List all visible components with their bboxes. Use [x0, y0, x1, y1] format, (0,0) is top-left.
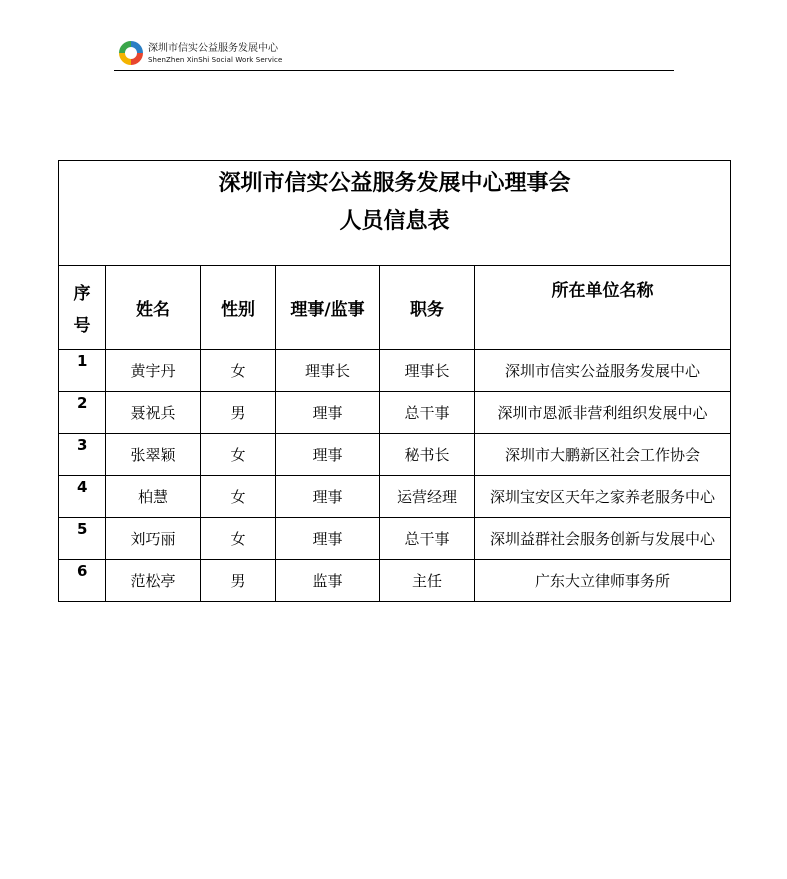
- cell-unit: 深圳市恩派非营利组织发展中心: [475, 392, 731, 434]
- cell-unit: 深圳益群社会服务创新与发展中心: [475, 518, 731, 560]
- header-seq-bottom: 号: [73, 316, 91, 336]
- cell-position: 理事长: [380, 350, 475, 392]
- cell-gender: 男: [201, 560, 276, 602]
- cell-position: 总干事: [380, 392, 475, 434]
- cell-board-role: 理事: [276, 434, 380, 476]
- swirl-logo-icon: [116, 38, 146, 68]
- cell-position: 秘书长: [380, 434, 475, 476]
- cell-name: 刘巧丽: [106, 518, 201, 560]
- header-seq-top: 序: [73, 284, 91, 304]
- cell-name: 黄宇丹: [106, 350, 201, 392]
- cell-position: 总干事: [380, 518, 475, 560]
- cell-unit: 深圳宝安区天年之家养老服务中心: [475, 476, 731, 518]
- cell-name: 张翠颖: [106, 434, 201, 476]
- table-header-row: [59, 266, 731, 350]
- cell-name: 范松亭: [106, 560, 201, 602]
- org-name-cn: 深圳市信实公益服务发展中心: [148, 43, 278, 54]
- table-row: [59, 476, 731, 518]
- cell-unit: 广东大立律师事务所: [475, 560, 731, 602]
- cell-gender: 女: [201, 476, 276, 518]
- header-seq: [59, 266, 106, 350]
- cell-position: 运营经理: [380, 476, 475, 518]
- cell-board-role: 理事长: [276, 350, 380, 392]
- cell-board-role: 理事: [276, 392, 380, 434]
- cell-seq: 6: [59, 560, 106, 602]
- table-row: [59, 560, 731, 602]
- header-position: 职务: [380, 266, 475, 350]
- page-header: [114, 38, 674, 71]
- cell-name: 柏慧: [106, 476, 201, 518]
- table-row: [59, 434, 731, 476]
- cell-name: 聂祝兵: [106, 392, 201, 434]
- cell-unit: 深圳市大鹏新区社会工作协会: [475, 434, 731, 476]
- table-subtitle: 人员信息表: [339, 209, 450, 234]
- header-unit: 所在单位名称: [475, 266, 731, 350]
- cell-gender: 女: [201, 434, 276, 476]
- cell-board-role: 理事: [276, 518, 380, 560]
- cell-gender: 女: [201, 518, 276, 560]
- cell-seq: 1: [59, 350, 106, 392]
- cell-unit: 深圳市信实公益服务发展中心: [475, 350, 731, 392]
- board-member-table: [58, 160, 731, 602]
- table-title-row: [59, 161, 731, 266]
- cell-gender: 男: [201, 392, 276, 434]
- table-title: 深圳市信实公益服务发展中心理事会: [218, 171, 571, 196]
- table-title-cell: [59, 161, 731, 266]
- cell-seq: 3: [59, 434, 106, 476]
- cell-seq: 2: [59, 392, 106, 434]
- header-gender: 性别: [201, 266, 276, 350]
- table-row: [59, 518, 731, 560]
- cell-seq: 5: [59, 518, 106, 560]
- table-row: [59, 392, 731, 434]
- header-board-role: 理事/监事: [276, 266, 380, 350]
- cell-board-role: 理事: [276, 476, 380, 518]
- cell-gender: 女: [201, 350, 276, 392]
- header-name: 姓名: [106, 266, 201, 350]
- cell-seq: 4: [59, 476, 106, 518]
- table-row: [59, 350, 731, 392]
- cell-position: 主任: [380, 560, 475, 602]
- cell-board-role: 监事: [276, 560, 380, 602]
- org-name-en: ShenZhen XinShi Social Work Service: [148, 56, 283, 64]
